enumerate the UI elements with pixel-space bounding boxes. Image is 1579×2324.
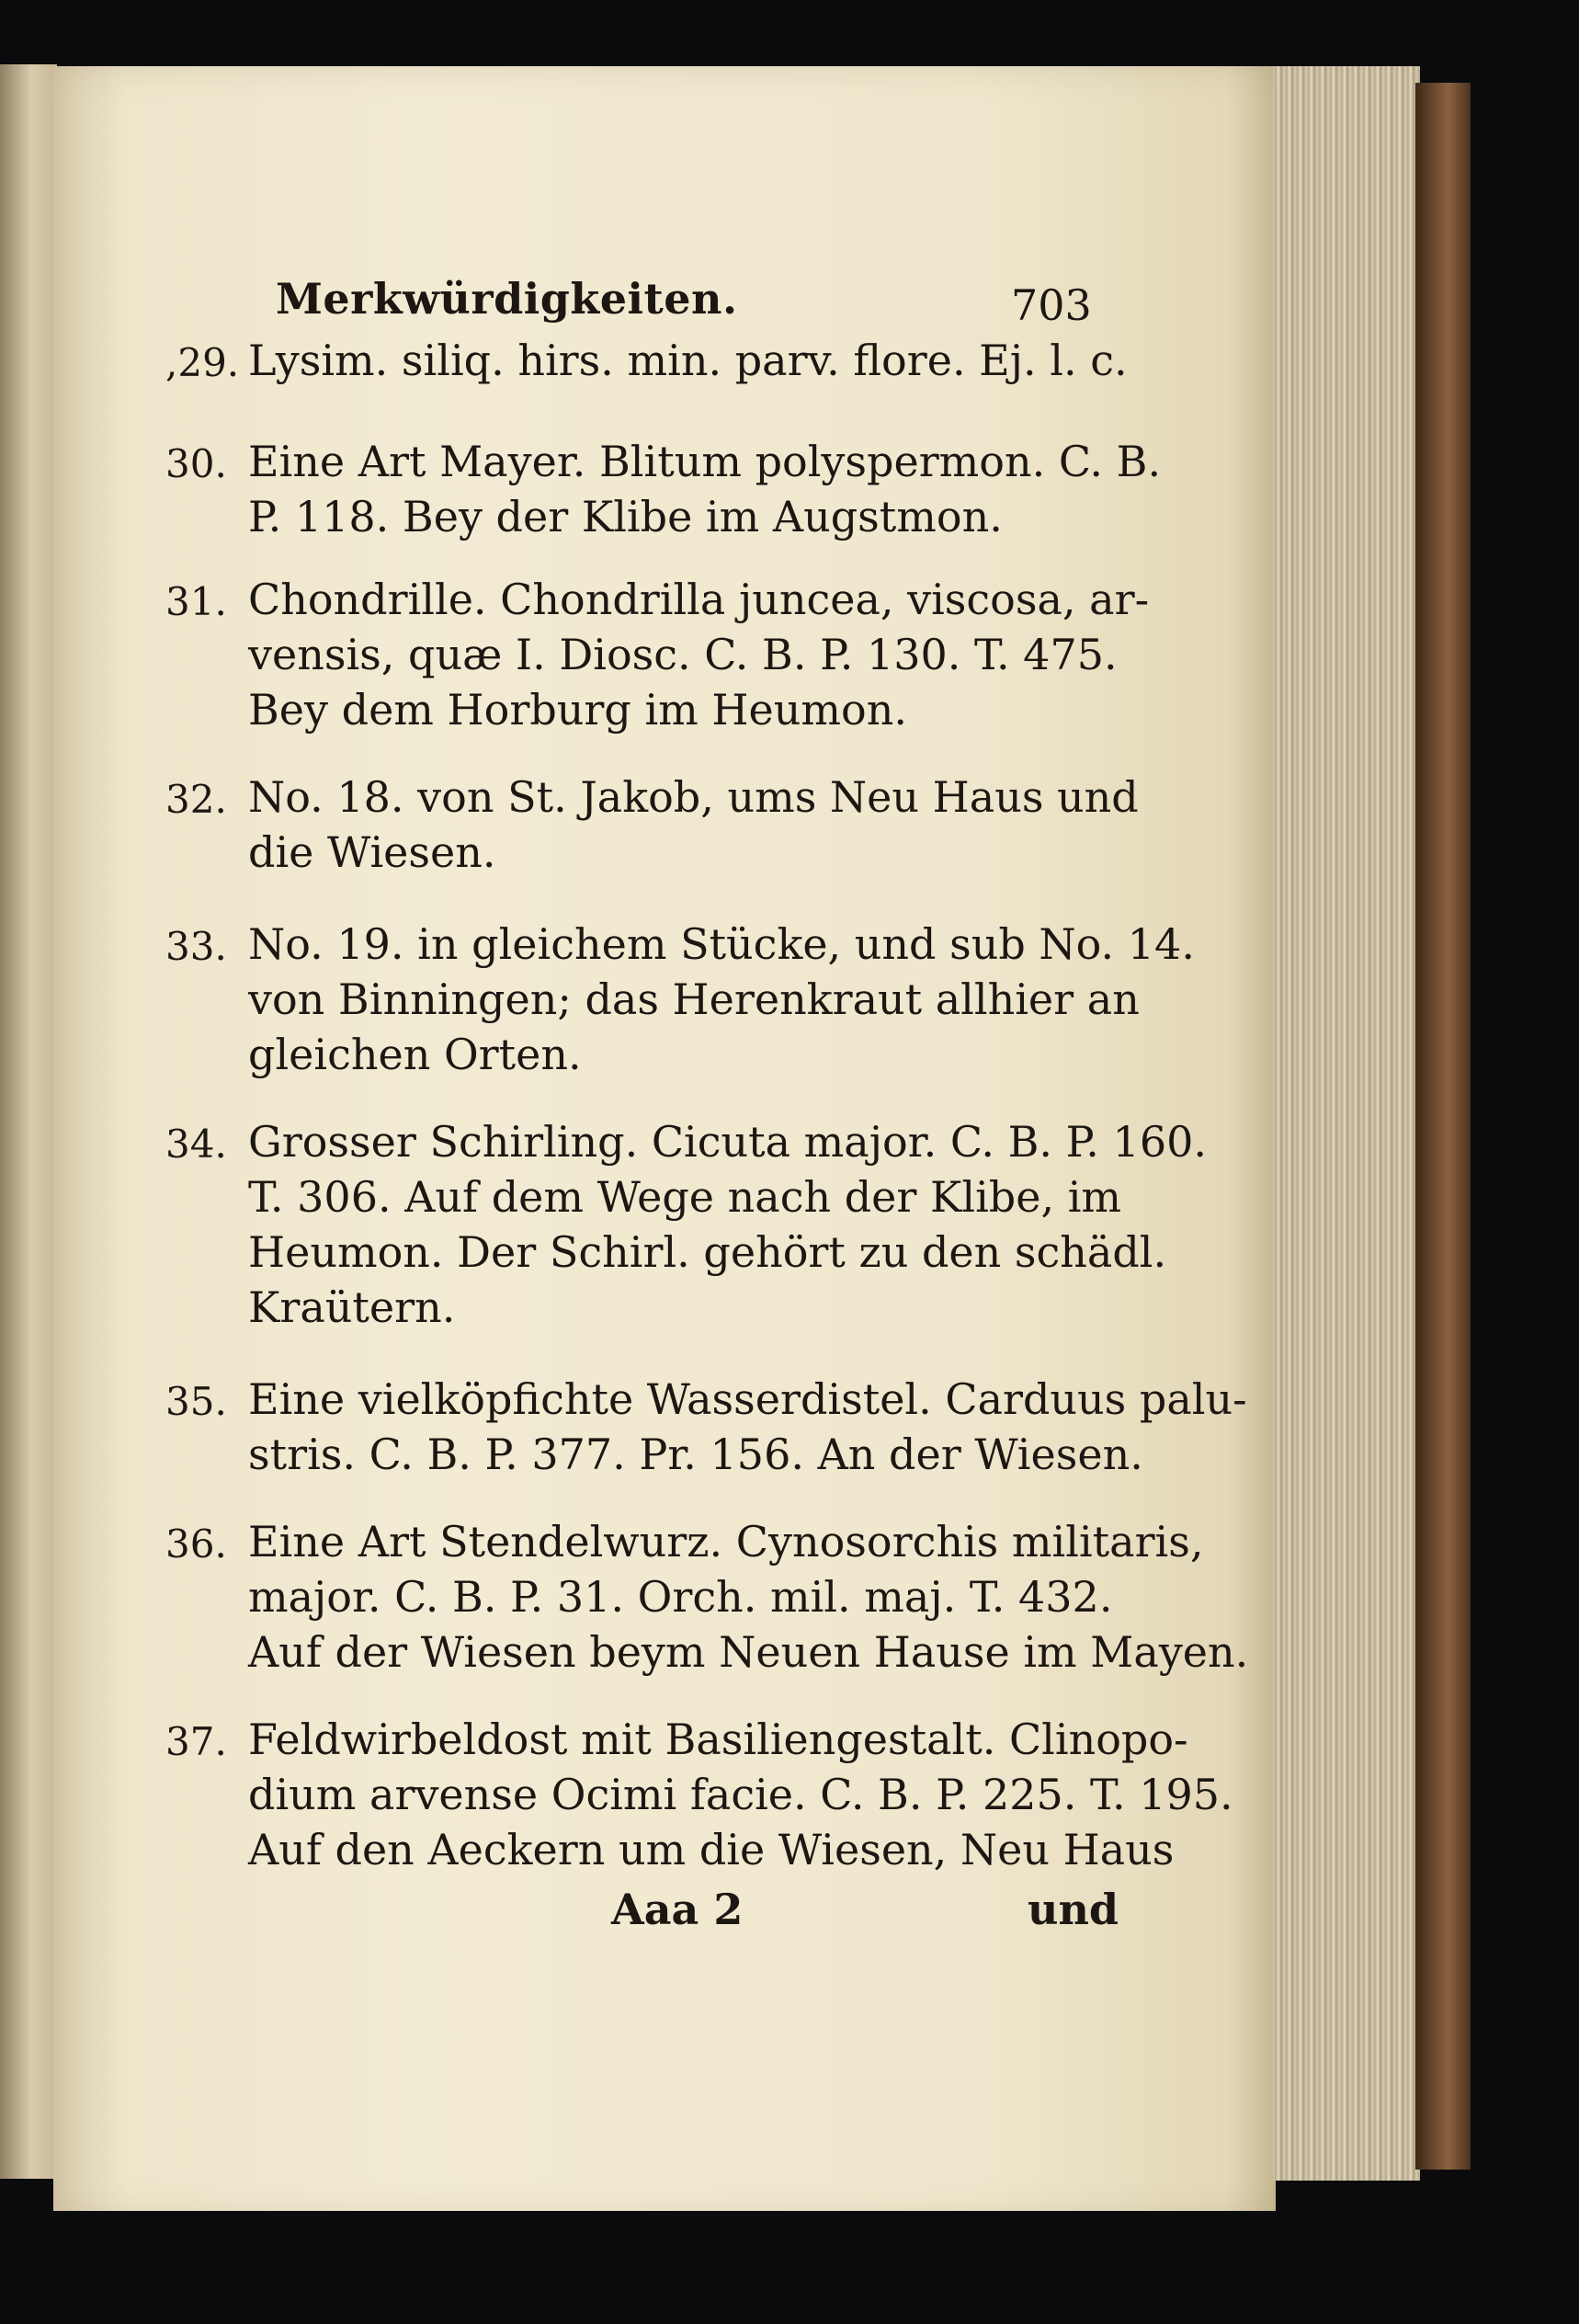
entry-line: No. 19. in gleichem Stücke, und sub No. 14. [248, 919, 1195, 969]
entry-line: T. 306. Auf dem Wege nach der Klibe, im [248, 1172, 1122, 1222]
entry-line: Bey dem Horburg im Heumon. [248, 685, 907, 735]
entry [165, 772, 1139, 887]
entry-line: gleichen Orten. [248, 1030, 582, 1079]
entry-line: von Binningen; das Herenkraut allhier an [248, 974, 1140, 1024]
entry-line: Grosser Schirling. Cicuta major. C. B. P. 160. [248, 1117, 1207, 1167]
entry-line: Auf der Wiesen beym Neuen Hause im Mayen. [248, 1627, 1249, 1677]
entry-number: 33. [165, 924, 227, 969]
entry-line: Eine Art Mayer. Blitum polyspermon. C. B. [248, 437, 1162, 486]
entry-line: stris. C. B. P. 377. Pr. 156. An der Wiesen. [248, 1430, 1143, 1479]
entry-number: 31. [165, 579, 227, 624]
entry-number: ,29. [165, 340, 240, 385]
entry-line: Auf den Aeckern um die Wiesen, Neu Haus [248, 1825, 1175, 1874]
book-cover-edge [1415, 83, 1471, 2170]
entry-number: 36. [165, 1521, 227, 1566]
entry-number: 30. [165, 441, 227, 486]
background-shadow [0, 2211, 1579, 2324]
signature-mark: Aaa 2 [611, 1885, 744, 1934]
entry-number: 34. [165, 1122, 227, 1167]
entry-line: P. 118. Bey der Klibe im Augstmon. [248, 492, 1003, 541]
entry-line: Eine Art Stendelwurz. Cynosorchis militaris, [248, 1517, 1204, 1566]
entry-line: Feldwirbeldost mit Basiliengestalt. Clinopo- [248, 1715, 1188, 1764]
entry [165, 1374, 1247, 1489]
entry-line: Heumon. Der Schirl. gehört zu den schädl. [248, 1227, 1167, 1277]
page-stack-edge [1273, 66, 1420, 2181]
entry [165, 1715, 1233, 1885]
entry-line: die Wiesen. [248, 827, 496, 877]
entry [165, 1517, 1249, 1687]
entry-line: Lysim. siliq. hirs. min. parv. flore. Ej. l. c. [248, 336, 1128, 385]
entry-line: dium arvense Ocimi facie. C. B. P. 225. T. 195. [248, 1770, 1233, 1819]
entry-line: Kraütern. [248, 1282, 456, 1332]
entry-line: vensis, quæ I. Diosc. C. B. P. 130. T. 475. [248, 630, 1118, 679]
entry-number: 35. [165, 1379, 227, 1424]
entry [165, 1117, 1207, 1342]
entry-number: 32. [165, 777, 227, 822]
entry [165, 919, 1195, 1089]
page-number: 703 [1011, 280, 1092, 330]
entry-line: Eine vielköpfichte Wasserdistel. Carduus palu- [248, 1374, 1247, 1424]
entry-line: major. C. B. P. 31. Orch. mil. maj. T. 432. [248, 1572, 1113, 1622]
catchword: und [1028, 1885, 1119, 1934]
facing-page-edge [0, 64, 57, 2179]
entry [165, 336, 1128, 395]
entry-line: Chondrille. Chondrilla juncea, viscosa, ar- [248, 575, 1150, 624]
entry-number: 37. [165, 1719, 227, 1764]
entry-line: No. 18. von St. Jakob, ums Neu Haus und [248, 772, 1139, 822]
entry [165, 437, 1162, 552]
entry [165, 575, 1150, 745]
running-title: Merkwürdigkeiten. [276, 274, 738, 324]
